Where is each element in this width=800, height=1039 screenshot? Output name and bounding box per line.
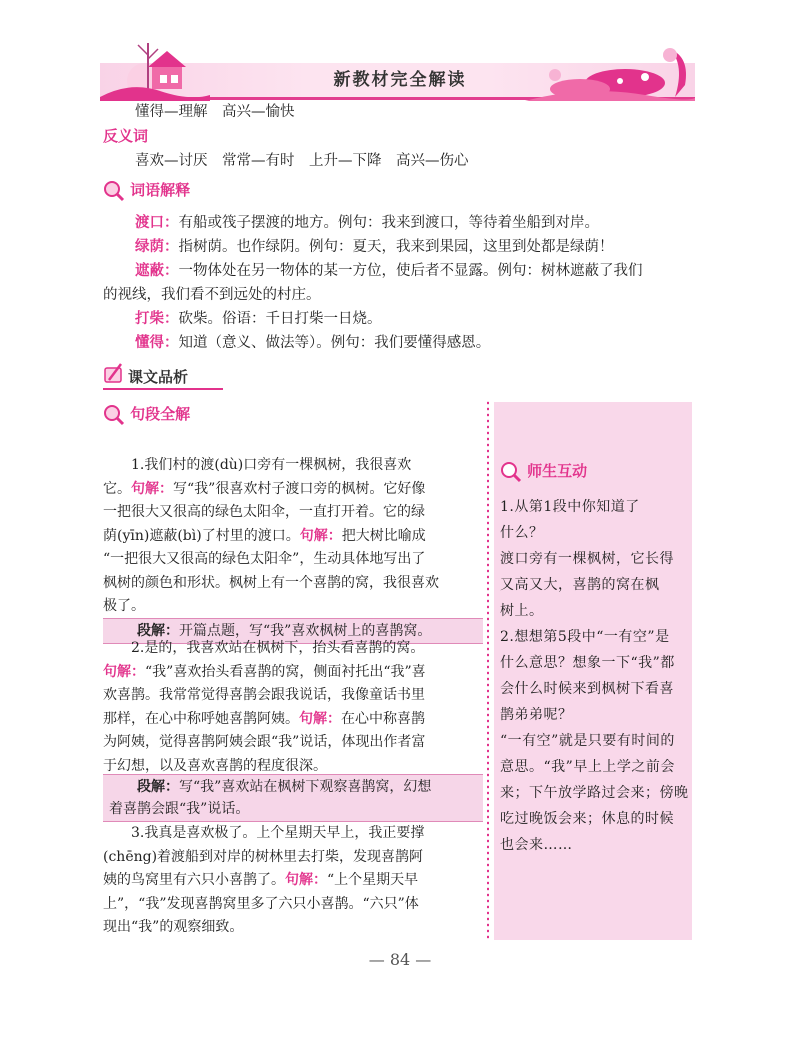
para-line: 它。句解：写“我”很喜欢村子渡口旁的枫树。它好像 <box>103 480 426 497</box>
side-title: 师生互动 <box>527 462 588 480</box>
para-line: 2.是的，我喜欢站在枫树下，抬头看喜鹊的窝。 <box>131 640 425 656</box>
explain-term: 渡口： <box>135 214 179 231</box>
side-line: 吃过晚饭会来；休息的时候 <box>500 811 674 827</box>
side-line: 渡口旁有一棵枫树，它长得 <box>500 551 674 567</box>
sentence-label: 句解： <box>299 710 341 727</box>
antonyms-title: 反义词 <box>103 127 149 145</box>
summary-text: 写“我”喜欢站在枫树下观察喜鹊窝，幻想 <box>179 779 432 795</box>
antonyms-line: 喜欢—讨厌 常常—有时 上升—下降 高兴—伤心 <box>135 153 469 169</box>
explain-text: 指树荫。也作绿阴。例句：夏天，我来到果园，这里到处都是绿荫！ <box>178 239 614 255</box>
explain-text: 有船或筏子摆渡的地方。例句：我来到渡口，等待着坐船到对岸。 <box>178 215 599 231</box>
paragraph-1 <box>103 454 481 619</box>
para-line: (chēng)着渡船到对岸的树林里去打柴，发现喜鹊阿 <box>103 848 424 865</box>
side-line: 会什么时候来到枫树下看喜 <box>500 681 674 697</box>
para-line: 1.我们村的渡(dù)口旁有一棵枫树，我很喜欢 <box>131 457 412 473</box>
paragraph-3 <box>103 822 481 940</box>
explain-item <box>135 307 382 331</box>
para-line: 一把很大又很高的绿色太阳伞，一直打开着。它的绿 <box>103 504 425 520</box>
explain-item <box>135 331 490 355</box>
word-explain-title: 词语解释 <box>130 181 191 199</box>
para-line: 3.我真是喜欢极了。上个星期天早上，我正要撑 <box>131 825 425 841</box>
para-line: 姨的鸟窝里有六只小喜鹊了。句解：“上个星期天早 <box>103 872 419 888</box>
side-line: “一有空”就是只要有时间的 <box>500 733 675 749</box>
para-line: 极了。 <box>103 598 145 614</box>
magnifier-icon <box>500 461 522 483</box>
side-line: 什么意思？想象一下“我”都 <box>500 655 675 671</box>
sentence-label: 句解： <box>131 480 173 497</box>
side-line: 1.从第1段中你知道了 <box>500 499 640 515</box>
house-tree-illustration <box>100 35 210 101</box>
side-line: 又高又大，喜鹊的窝在枫 <box>500 577 660 593</box>
paragraph-summary <box>103 774 483 822</box>
side-line: 树上。 <box>500 603 544 619</box>
pencil-icon <box>103 362 125 386</box>
para-line: 句解：“我”喜欢抬头看喜鹊的窝，侧面衬托出“我”喜 <box>103 663 426 680</box>
explain-item <box>135 235 614 259</box>
word-explain-heading <box>103 179 190 202</box>
explain-item <box>135 259 643 283</box>
page-header <box>100 35 695 105</box>
explain-text: 知道（意义、做法等）。例句：我们要懂得感恩。 <box>178 335 491 351</box>
para-line: “一把很大又很高的绿色太阳伞”，生动具体地写出了 <box>103 551 426 567</box>
para-line: 现出“我”的观察细致。 <box>103 919 244 935</box>
page-number: — 84 — <box>368 950 432 969</box>
side-heading <box>500 460 587 483</box>
magnifier-icon <box>103 404 125 426</box>
section-underline <box>103 388 223 390</box>
para-line: 枫树的颜色和形状。枫树上有一个喜鹊的窝，我很喜欢 <box>103 574 439 591</box>
para-line: 上”，“我”发现喜鹊窝里多了六只小喜鹊。“六只”体 <box>103 895 419 912</box>
summary-label: 段解： <box>137 623 179 639</box>
explain-item <box>135 211 599 235</box>
side-line: 意思。“我”早上上学之前会 <box>500 759 675 775</box>
para-line: 荫(yīn)遮蔽(bì)了村里的渡口。句解：把大树比喻成 <box>103 527 426 544</box>
explain-term: 绿荫： <box>135 238 179 255</box>
para-line: 那样，在心中称呼她喜鹊阿姨。句解：在心中称喜鹊 <box>103 710 425 727</box>
section-title: 课文品析 <box>128 368 189 386</box>
explain-text: 砍柴。俗语：千日打柴一日烧。 <box>178 311 382 327</box>
side-line: 鹊弟弟呢？ <box>500 707 573 723</box>
sentence-explain-heading <box>103 403 190 426</box>
para-line: 于幻想，以及喜欢喜鹊的程度很深。 <box>103 757 327 774</box>
sentence-explain-title: 句段全解 <box>130 405 191 423</box>
summary-label: 段解： <box>137 779 179 795</box>
side-line: 也会来…… <box>500 837 573 853</box>
sentence-label: 句解： <box>285 872 327 888</box>
paragraph-2 <box>103 637 481 778</box>
dotted-divider <box>487 400 489 940</box>
summary-text: 开篇点题，写“我”喜欢枫树上的喜鹊窝。 <box>179 623 432 639</box>
sentence-label: 句解： <box>103 663 145 680</box>
side-line: 什么？ <box>500 525 544 541</box>
magnifier-icon <box>103 180 125 202</box>
explain-term: 懂得： <box>135 334 179 351</box>
para-line: 欢喜鹊。我常常觉得喜鹊会跟我说话，我像童话书里 <box>103 687 425 703</box>
explain-term: 遮蔽： <box>135 262 179 279</box>
sentence-label: 句解： <box>299 527 342 544</box>
para-line: 为阿姨，觉得喜鹊阿姨会跟“我”说话，体现出作者富 <box>103 734 426 750</box>
side-line: 来；下午放学路过会来；傍晚 <box>500 785 689 801</box>
explain-term: 打柴： <box>135 310 179 327</box>
side-line: 2.想想第5段中“一有空”是 <box>500 629 670 645</box>
side-qa <box>500 494 690 858</box>
flower-illustration <box>525 35 695 101</box>
header-title: 新教材完全解读 <box>333 70 467 90</box>
synonyms-line: 懂得—理解 高兴—愉快 <box>135 104 295 120</box>
explain-text-continued: 的视线，我们看不到远处的村庄。 <box>103 287 321 303</box>
summary-text-continued: 着喜鹊会跟“我”说话。 <box>109 801 250 817</box>
explain-text: 一物体处在另一物体的某一方位，使后者不显露。例句：树林遮蔽了我们 <box>178 263 643 279</box>
